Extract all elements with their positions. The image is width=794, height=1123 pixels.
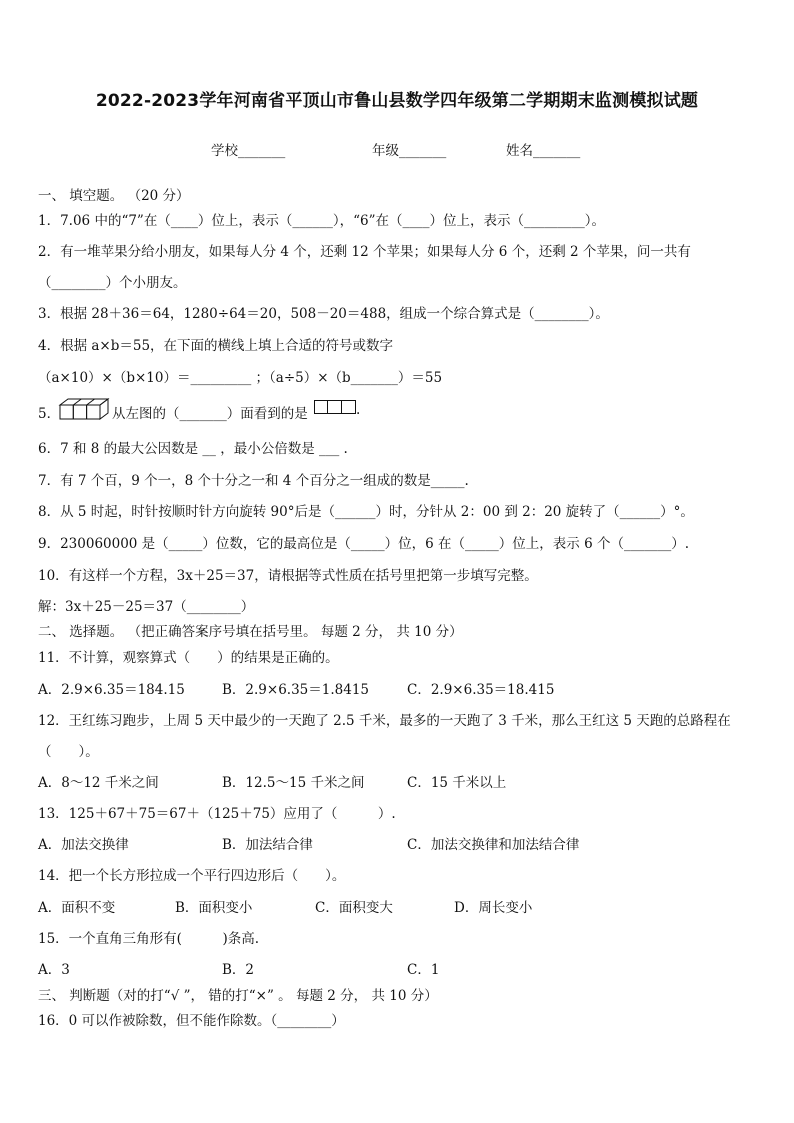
three-square-view-figure <box>314 400 356 414</box>
question-line: （a×10）×（b×10）＝_________ ；（a÷5）×（b_______）＝55 <box>38 370 443 386</box>
question-line: B．加法结合律 <box>222 837 313 853</box>
question-line: 7．有 7 个百，9 个一，8 个十分之一和 4 个百分之一组成的数是_____. <box>38 473 469 489</box>
cube-stack-figure <box>58 397 110 421</box>
question-line: B．2.9×6.35＝1.8415 <box>222 682 369 698</box>
question-line: C．1 <box>407 962 440 978</box>
section-heading: 一、 填空题。 （20 分） <box>38 188 190 204</box>
question-line: 10．有这样一个方程，3x＋25＝37，请根据等式性质在括号里把第一步填写完整。 <box>38 568 538 584</box>
page-title: 2022-2023学年河南省平顶山市鲁山县数学四年级第二学期期末监测模拟试题 <box>95 91 699 111</box>
question-line: C．面积变大 <box>315 900 393 916</box>
question-line: A．2.9×6.35＝184.15 <box>38 682 185 698</box>
question-line: 解：3x＋25－25＝37（________） <box>38 599 255 615</box>
question-line: C．2.9×6.35＝18.415 <box>407 682 555 698</box>
question-line: B．12.5～15 千米之间 <box>222 775 365 791</box>
question-line: 15．一个直角三角形有( )条高. <box>38 931 260 947</box>
question-line: 6．7 和 8 的最大公因数是 __ ，最小公倍数是 ___ . <box>38 441 348 457</box>
question-line: 14．把一个长方形拉成一个平行四边形后（ ）。 <box>38 868 346 884</box>
question-line: 16．0 可以作被除数，但不能作除数。（________） <box>38 1013 345 1029</box>
question-line: 1．7.06 中的“7”在（____）位上，表示（______），“6”在（____）位上，表示（_________）。 <box>38 213 605 229</box>
question-line: 11．不计算，观察算式（ ）的结果是正确的。 <box>38 650 339 666</box>
question-line: C．15 千米以上 <box>407 775 507 791</box>
school-field: 学校_______ <box>211 143 286 159</box>
question-line: C．加法交换律和加法结合律 <box>407 837 580 853</box>
question-line: 13．125＋67＋75＝67＋（125＋75）应用了（ ）. <box>38 806 396 822</box>
question-line: B．2 <box>222 962 255 978</box>
question-line: D．周长变小 <box>454 900 533 916</box>
question-line: 9．230060000 是（_____）位数，它的最高位是（_____）位，6 在（_____）位上，表示 6 个（_______）. <box>38 536 690 552</box>
question-line: A．加法交换律 <box>38 837 129 853</box>
question-line: A．面积不变 <box>38 900 116 916</box>
question-line: 3．根据 28＋36＝64，1280÷64＝20，508－20＝488，组成一个综合算式是（________）。 <box>38 306 609 322</box>
question-line: B．面积变小 <box>175 900 253 916</box>
name-field: 姓名_______ <box>506 143 581 159</box>
question-line: 2．有一堆苹果分给小朋友，如果每人分 4 个，还剩 12 个苹果；如果每人分 6 个，还剩 2 个苹果，问一共有 <box>38 244 691 260</box>
question-line: （ ）。 <box>38 744 99 760</box>
question-line: 12．王红练习跑步，上周 5 天中最少的一天跑了 2.5 千米，最多的一天跑了 3 千米，那么王红这 5 天跑的总路程在 <box>38 713 731 729</box>
question-line: . <box>356 402 361 418</box>
question-line: 8．从 5 时起，时针按顺时针方向旋转 90°后是（______）时，分针从 2：00 到 2：20 旋转了（______）°。 <box>38 504 694 520</box>
question-line: （________）个小朋友。 <box>38 275 187 291</box>
section-heading: 二、 选择题。 （把正确答案序号填在括号里。 每题 2 分， 共 10 分） <box>38 624 463 640</box>
question-line: A．3 <box>38 962 70 978</box>
grade-field: 年级_______ <box>372 143 447 159</box>
section-heading: 三、 判断题（对的打“√ ”， 错的打“×” 。 每题 2 分， 共 10 分） <box>38 988 438 1004</box>
question-line: A．8～12 千米之间 <box>38 775 159 791</box>
question-line: 4．根据 a×b＝55，在下面的横线上填上合适的符号或数字 <box>38 338 394 354</box>
question-line: 5． <box>38 406 61 422</box>
question-line: 从左图的（_______）面看到的是 <box>112 406 308 422</box>
